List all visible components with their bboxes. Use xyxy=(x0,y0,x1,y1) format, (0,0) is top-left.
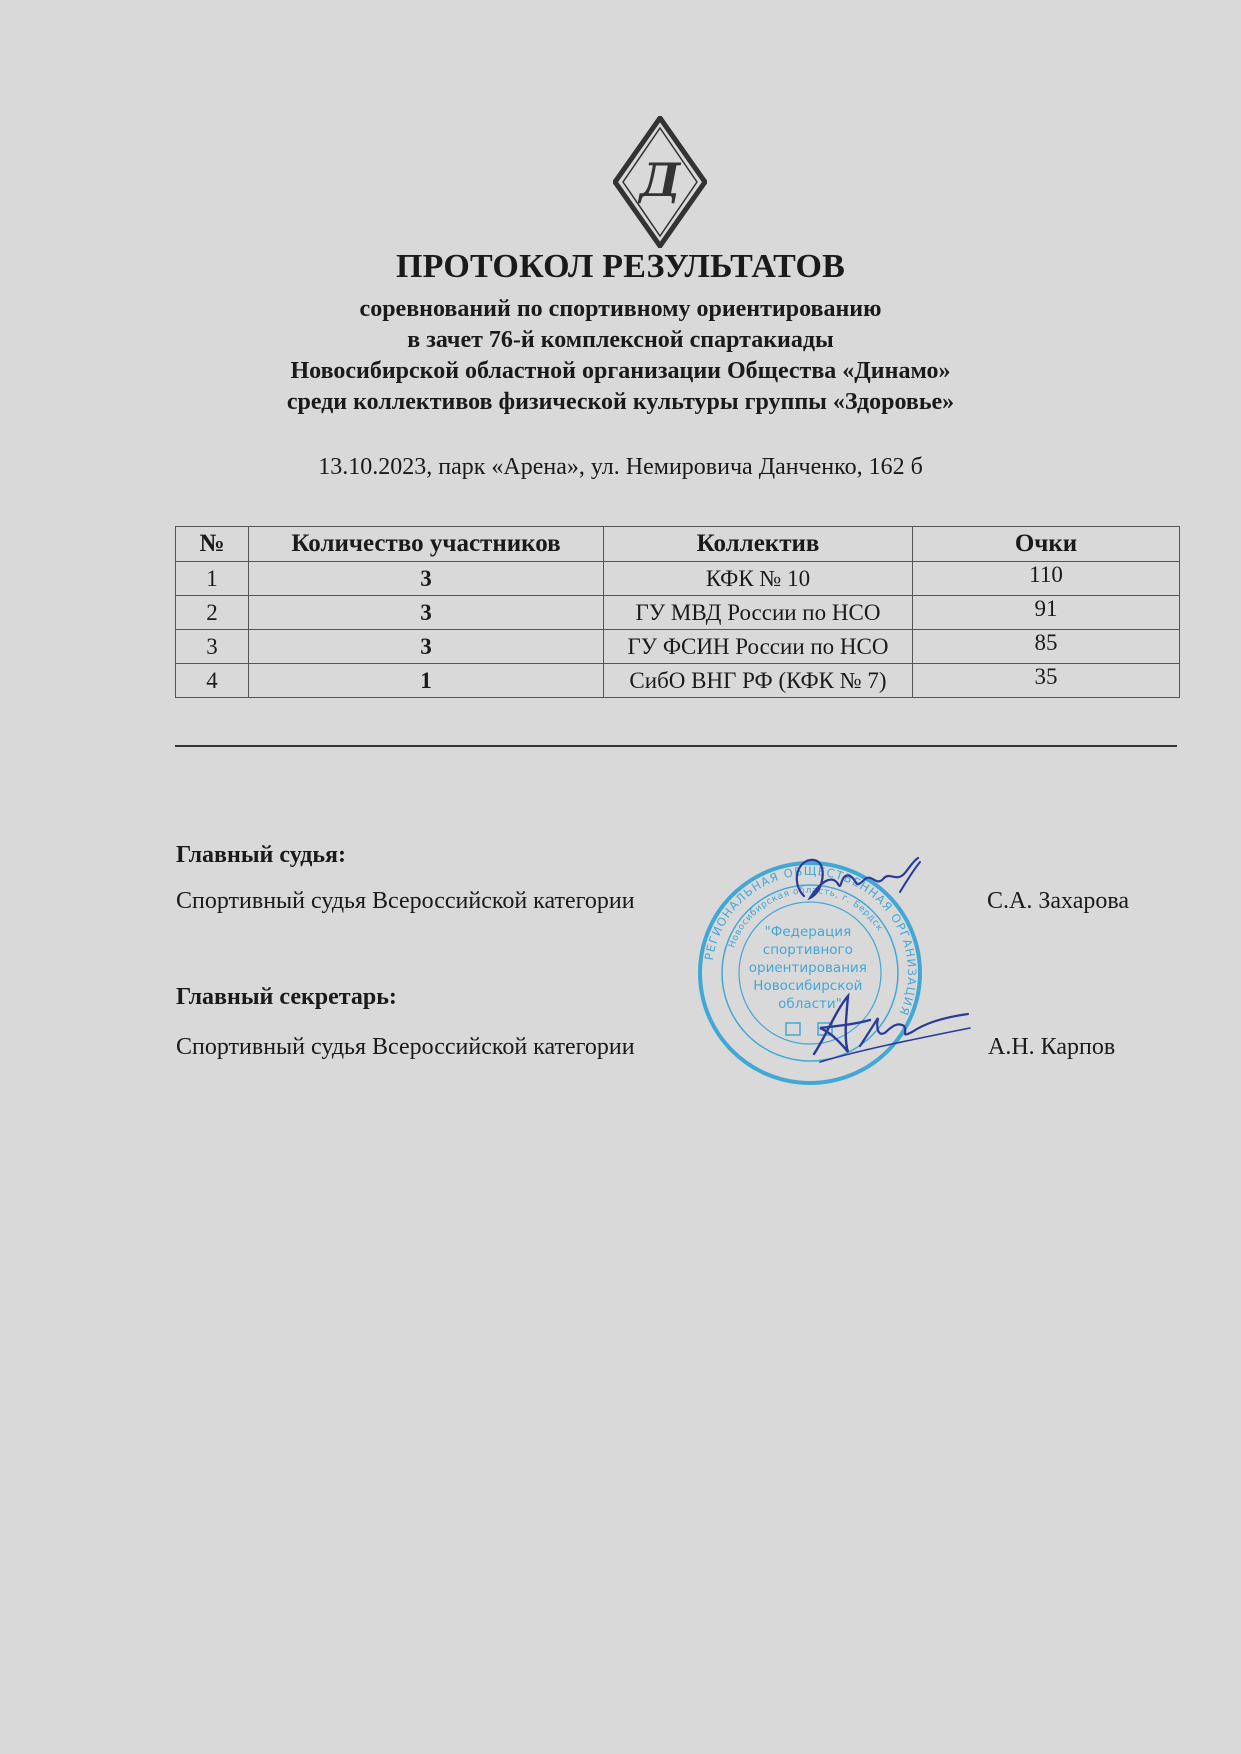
stamp-outer-text: РЕГИОНАЛЬНАЯ ОБЩЕСТВЕННАЯ ОРГАНИЗАЦИЯ xyxy=(701,863,920,1019)
stamp-inner-text: Новосибирская область, г. Бердск xyxy=(727,885,885,950)
chief-judge-name: С.А. Захарова xyxy=(987,888,1130,914)
divider-line xyxy=(175,745,1177,747)
row-number: 2 xyxy=(176,596,249,630)
stamp-center-line: Новосибирской xyxy=(753,978,863,994)
chief-secretary-name: А.Н. Карпов xyxy=(988,1034,1116,1060)
subtitle-line: среди коллективов физической культуры группы «Здоровье» xyxy=(286,389,955,415)
subtitle-line: Новосибирской областной организации Общества «Динамо» xyxy=(290,358,951,384)
row-team: КФК № 10 xyxy=(604,562,913,596)
row-points: 35 xyxy=(913,664,1180,698)
subtitle-line: в зачет 76-й комплексной спартакиады xyxy=(407,327,834,353)
logo-letter: Д xyxy=(639,153,681,207)
row-team: ГУ МВД России по НСО xyxy=(604,596,913,630)
subtitle xyxy=(0,294,1241,418)
table-row xyxy=(176,630,1180,664)
results-table xyxy=(175,526,1180,698)
row-team: СибО ВНГ РФ (КФК № 7) xyxy=(604,664,913,698)
table-row xyxy=(176,664,1180,698)
row-team: ГУ ФСИН России по НСО xyxy=(604,630,913,664)
chief-judge-role: Спортивный судья Всероссийской категории xyxy=(176,888,635,914)
row-participants: 3 xyxy=(249,596,604,630)
header-participants: Количество участников xyxy=(249,527,604,562)
subtitle-line: соревнований по спортивному ориентированию xyxy=(359,296,882,322)
header-team: Коллектив xyxy=(604,527,913,562)
secretary-signature xyxy=(800,988,980,1068)
table-row xyxy=(176,562,1180,596)
row-number: 4 xyxy=(176,664,249,698)
row-participants: 3 xyxy=(249,562,604,596)
page-title: ПРОТОКОЛ РЕЗУЛЬТАТОВ xyxy=(395,248,846,285)
stamp-center-line: области" xyxy=(778,996,842,1012)
row-number: 1 xyxy=(176,562,249,596)
row-points: 91 xyxy=(913,596,1180,630)
table-row xyxy=(176,596,1180,630)
stamp-center-line: "Федерация xyxy=(764,924,852,940)
stamp-center-line: спортивного xyxy=(762,942,853,958)
row-number: 3 xyxy=(176,630,249,664)
venue-date: 13.10.2023, парк «Арена», ул. Немировича Данченко, 162 б xyxy=(318,454,923,480)
row-points: 110 xyxy=(913,562,1180,596)
row-points: 85 xyxy=(913,630,1180,664)
row-participants: 1 xyxy=(249,664,604,698)
dynamo-logo-icon xyxy=(613,116,707,248)
row-participants: 3 xyxy=(249,630,604,664)
chief-judge-label: Главный судья: xyxy=(176,842,347,868)
chief-secretary-label: Главный секретарь: xyxy=(176,984,397,1010)
judge-signature xyxy=(780,852,930,922)
chief-secretary-role: Спортивный судья Всероссийской категории xyxy=(176,1034,635,1060)
stamp-center-line: ориентирования xyxy=(748,960,867,976)
header-points: Очки xyxy=(913,527,1180,562)
header-number: № xyxy=(176,527,249,562)
table-header-row xyxy=(176,527,1180,562)
